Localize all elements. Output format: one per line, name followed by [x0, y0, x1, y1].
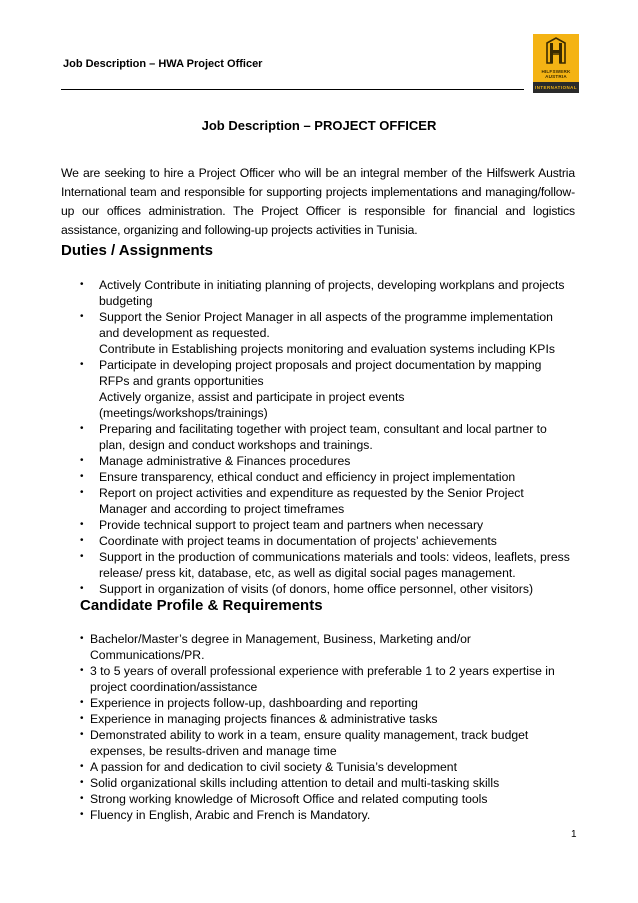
header-divider [61, 89, 524, 90]
logo-band: INTERNATIONAL [533, 82, 579, 93]
duty-text: Preparing and facilitating together with project team, consultant and local partner to plan, design and conduct workshops and trainings. [99, 422, 547, 452]
requirement-text: A passion for and dedication to civil society & Tunisia’s development [90, 760, 457, 774]
duty-item [80, 357, 570, 421]
bullet-icon: • [80, 455, 84, 466]
bullet-icon: • [80, 311, 84, 322]
page-number: 1 [571, 829, 577, 840]
requirement-text: Experience in projects follow-up, dashboarding and reporting [90, 696, 418, 710]
duty-item [80, 581, 570, 597]
duty-extra-text: Contribute in Establishing projects monitoring and evaluation systems including KPIs [99, 342, 555, 356]
bullet-icon: • [80, 777, 84, 788]
bullet-icon: • [80, 359, 84, 370]
bullet-icon: • [80, 697, 84, 708]
house-h-icon [533, 34, 579, 70]
bullet-icon: • [80, 713, 84, 724]
duty-item [80, 549, 570, 581]
bullet-icon: • [80, 471, 84, 482]
profile-list [80, 631, 580, 823]
bullet-icon: • [80, 487, 84, 498]
duty-item [80, 469, 570, 485]
bullet-icon: • [80, 809, 84, 820]
duty-text: Ensure transparency, ethical conduct and efficiency in project implementation [99, 470, 516, 484]
bullet-icon: • [80, 535, 84, 546]
intro-paragraph: We are seeking to hire a Project Officer who will be an integral member of the Hilfswerk Austria International team and responsible for supporting projects implementations and managing/follow-up our offices administration. The Project Officer is responsible for financial and logistics assistance, organizing and following-up projects activities in Tunisia. [61, 166, 575, 237]
requirement-item [80, 727, 580, 759]
requirement-item [80, 663, 580, 695]
requirement-text: Solid organizational skills including attention to detail and multi-tasking skills [90, 776, 500, 790]
duty-item [80, 309, 570, 357]
page-title: Job Description – PROJECT OFFICER [201, 118, 437, 133]
requirement-text: Demonstrated ability to work in a team, ensure quality management, track budget expenses, be results-driven and manage time [90, 728, 529, 758]
requirement-text: Strong working knowledge of Microsoft Office and related computing tools [90, 792, 488, 806]
bullet-icon: • [80, 665, 84, 676]
bullet-icon: • [80, 761, 84, 772]
bullet-icon: • [80, 729, 84, 740]
bullet-icon: • [80, 551, 84, 562]
logo-name-line2: AUSTRIA [545, 74, 567, 79]
duty-text: Support the Senior Project Manager in all aspects of the programme implementation and development as requested. [99, 310, 553, 340]
requirement-text: Experience in managing projects finances & administrative tasks [90, 712, 438, 726]
requirement-item [80, 791, 580, 807]
logo-name [533, 69, 579, 79]
duty-text: Actively Contribute in initiating planning of projects, developing workplans and projects budgeting [99, 278, 565, 308]
bullet-icon: • [80, 583, 84, 594]
duty-text: Coordinate with project teams in documentation of projects’ achievements [99, 534, 497, 548]
hilfswerk-logo [533, 34, 579, 93]
bullet-icon: • [80, 793, 84, 804]
duty-text: Provide technical support to project team and partners when necessary [99, 518, 484, 532]
requirement-text: 3 to 5 years of overall professional experience with preferable 1 to 2 years expertise in project coordination/assistance [90, 664, 555, 694]
requirement-item [80, 631, 580, 663]
bullet-icon: • [80, 423, 84, 434]
requirement-item [80, 759, 580, 775]
duty-item [80, 533, 570, 549]
profile-heading: Candidate Profile & Requirements [80, 597, 323, 614]
duty-text: Participate in developing project proposals and project documentation by mapping RFPs and grants opportunities [99, 358, 542, 388]
duties-heading: Duties / Assignments [61, 242, 213, 259]
requirement-text: Fluency in English, Arabic and French is Mandatory. [90, 808, 371, 822]
duty-item [80, 421, 570, 453]
requirement-item [80, 775, 580, 791]
duty-text: Support in organization of visits (of donors, home office personnel, other visitors) [99, 582, 534, 596]
bullet-icon: • [80, 519, 84, 530]
bullet-icon: • [80, 633, 84, 644]
duty-text: Report on project activities and expenditure as requested by the Senior Project Manager and according to project timeframes [99, 486, 524, 516]
requirement-item [80, 711, 580, 727]
requirement-item [80, 695, 580, 711]
header-title: Job Description – HWA Project Officer [63, 58, 263, 70]
logo-name-line1: HILFSWERK [541, 69, 571, 74]
requirement-item [80, 807, 580, 823]
duty-extra-text: Actively organize, assist and participate in project events (meetings/workshops/trainings) [99, 390, 405, 420]
duty-text: Manage administrative & Finances procedures [99, 454, 351, 468]
duty-item [80, 485, 570, 517]
duties-list [80, 277, 570, 597]
bullet-icon: • [80, 279, 84, 290]
duty-item [80, 517, 570, 533]
duty-item [80, 453, 570, 469]
duty-item [80, 277, 570, 309]
duty-text: Support in the production of communications materials and tools: videos, leaflets, press release/ press kit, database, etc, as well as digital social pages management. [99, 550, 570, 580]
requirement-text: Bachelor/Master’s degree in Management, Business, Marketing and/or Communications/PR. [90, 632, 471, 662]
